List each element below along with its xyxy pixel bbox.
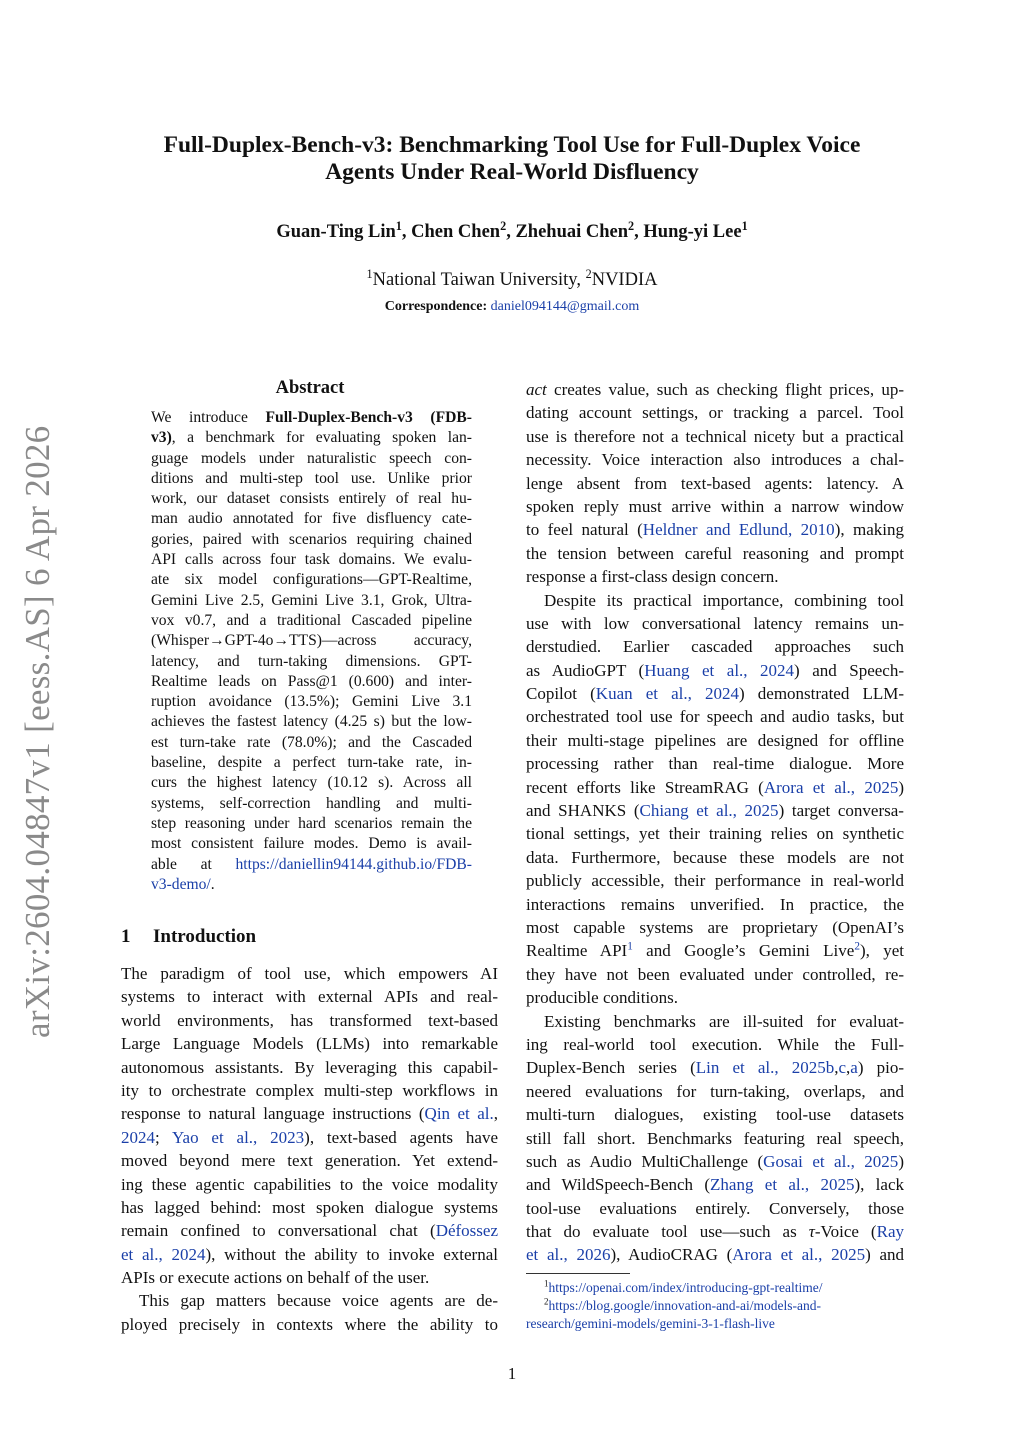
body-line: Copilot (Kuan et al., 2024) demonstrated LLM- bbox=[526, 684, 905, 704]
title-line: Agents Under Real-World Disfluency bbox=[325, 159, 699, 185]
abstract-heading: Abstract bbox=[275, 378, 345, 398]
demo-link[interactable]: v3-demo/ bbox=[151, 875, 211, 893]
body-line: their multi-stage pipelines are designed for offline bbox=[526, 730, 904, 750]
body-line: and WildSpeech-Bench (Zhang et al., 2025), lack bbox=[526, 1175, 904, 1195]
demo-link[interactable]: https://daniellin94144.github.io/FDB- bbox=[235, 855, 472, 873]
body-line: ing these agentic capabilities to the voice modality bbox=[121, 1174, 498, 1194]
body-line: moved beyond mere text generation. Yet extend- bbox=[121, 1151, 498, 1171]
footnote: $^1$https://openai.com/index/introducing-gpt-realtime/ bbox=[544, 1278, 823, 1295]
body-line: such as Audio MultiChallenge (Gosai et al., 2025) bbox=[526, 1151, 904, 1171]
body-line: APIs or execute actions on behalf of the user. bbox=[121, 1268, 430, 1288]
citation-link[interactable]: Arora et al., 2025 bbox=[763, 777, 899, 797]
body-line: remain confined to conversational chat (Défossez bbox=[121, 1221, 498, 1241]
abstract-line: v3), a benchmark for evaluating spoken lan- bbox=[151, 429, 472, 447]
citation-link[interactable]: Défossez bbox=[435, 1221, 498, 1241]
arxiv-identifier-stamp: arXiv:2604.04847v1 [eess.AS] 6 Apr 2026 bbox=[18, 425, 57, 1038]
abstract-line: guage models under naturalistic speech con- bbox=[151, 449, 472, 467]
footnote-link[interactable]: https://openai.com/index/introducing-gpt-realtime/ bbox=[548, 1280, 823, 1295]
body-line: Realtime API$^1$ and Google’s Gemini Live$^2$), yet bbox=[526, 940, 904, 961]
body-line: they have not been evaluated under controlled, re- bbox=[526, 964, 904, 984]
section-title: Introduction bbox=[153, 926, 257, 947]
body-line: recent efforts like StreamRAG (Arora et al., 2025) bbox=[526, 777, 904, 797]
body-line: response to natural language instructions (Qin et al., bbox=[121, 1104, 498, 1124]
body-line: data. Furthermore, because these models are not bbox=[526, 847, 904, 867]
intro-right-column bbox=[526, 378, 904, 1267]
citation-link[interactable]: Yao et al., 2023 bbox=[171, 1127, 305, 1147]
abstract-line: ate six model configurations—GPT-Realtime, bbox=[151, 571, 472, 589]
abstract-line: work, our dataset consists entirely of real hu- bbox=[151, 490, 472, 508]
body-line: processing rather than real-time dialogue. More bbox=[526, 754, 904, 774]
author-list: Guan-Ting Lin$^1$, Chen Chen$^2$, Zhehuai Chen$^2$, Hung-yi Lee$^1$ bbox=[276, 218, 748, 242]
body-line: multi-turn dialogues, existing tool-use datasets bbox=[526, 1105, 904, 1125]
affiliations bbox=[120, 266, 904, 291]
abstract-line: step reasoning under hard scenarios remain the bbox=[151, 814, 472, 832]
author-affiliation-mark: 1 bbox=[395, 218, 402, 233]
body-line: has lagged behind: most spoken dialogue systems bbox=[121, 1197, 498, 1217]
body-line: systems to interact with external APIs and real- bbox=[121, 987, 498, 1007]
author-name: Chen Chen bbox=[411, 222, 501, 242]
body-line: ing real-world tool execution. While the Full- bbox=[526, 1034, 904, 1054]
citation-link[interactable]: c bbox=[838, 1058, 847, 1078]
body-line: to feel natural (Heldner and Edlund, 2010), making bbox=[526, 520, 905, 540]
affiliation-name: NVIDIA bbox=[591, 270, 658, 290]
abstract-line: ruption avoidance (13.5%); Gemini Live 3.1 bbox=[151, 693, 472, 711]
author-affiliation-mark: 2 bbox=[500, 218, 507, 233]
section-number: 1 bbox=[121, 926, 131, 947]
citation-link[interactable]: et al., 2026 bbox=[526, 1245, 611, 1265]
body-line: tool-use evaluations entirely. Conversely, those bbox=[526, 1198, 904, 1218]
footnotes bbox=[526, 1279, 906, 1333]
abstract-line: able at https://daniellin94144.github.io/FDB- bbox=[151, 855, 472, 873]
body-line: et al., 2026), AudioCRAG (Arora et al., 2025) and bbox=[526, 1245, 904, 1265]
body-line: tional settings, yet their training relies on synthetic bbox=[526, 824, 904, 844]
body-line: response a first-class design concern. bbox=[526, 567, 779, 587]
body-line: Large Language Models (LLMs) into remarkable bbox=[121, 1034, 498, 1054]
body-line: use with low conversational latency remains un- bbox=[526, 613, 904, 633]
body-line: derstudied. Earlier cascaded approaches such bbox=[526, 637, 904, 657]
body-line: orchestrated tool use for speech and audio tasks, but bbox=[526, 707, 904, 727]
footnote-link[interactable]: https://blog.google/innovation-and-ai/models-and- bbox=[548, 1298, 822, 1313]
footnote bbox=[526, 1315, 906, 1333]
body-line: dating account settings, or tracking a parcel. Tool bbox=[526, 403, 904, 423]
abstract-line: achieves the fastest latency (4.25 s) but the low- bbox=[151, 713, 472, 731]
abstract-line: most consistent failure modes. Demo is avail- bbox=[151, 835, 472, 853]
author-name: Zhehuai Chen bbox=[515, 222, 629, 242]
citation-link[interactable]: Kuan et al., 2024 bbox=[595, 684, 739, 704]
footnote-divider bbox=[526, 1273, 630, 1274]
abstract-line: API calls across four task domains. We evalu- bbox=[151, 551, 472, 569]
body-line: interactions remains unverified. In practice, the bbox=[526, 894, 904, 914]
citation-link[interactable]: Chiang et al., 2025 bbox=[639, 801, 779, 821]
author-affiliation-mark: 1 bbox=[741, 218, 748, 233]
body-line: autonomous assistants. By leveraging this capabil- bbox=[121, 1057, 498, 1077]
body-line: producible conditions. bbox=[526, 988, 679, 1008]
intro-left-column bbox=[121, 962, 498, 1336]
citation-link[interactable]: Ray bbox=[876, 1222, 904, 1242]
abstract-line: man audio annotated for five disfluency cate- bbox=[151, 510, 472, 528]
body-line: most capable systems are proprietary (OpenAI’s bbox=[526, 917, 904, 937]
affiliation-mark: 1 bbox=[366, 266, 373, 281]
body-line: lenge absent from text-based agents: latency. A bbox=[526, 473, 904, 493]
body-line: necessity. Voice interaction also introduces a chal- bbox=[526, 450, 904, 470]
abstract-line: systems, self-correction handling and multi- bbox=[151, 794, 472, 812]
body-line: still fall short. Benchmarks featuring real speech, bbox=[526, 1128, 904, 1148]
citation-link[interactable]: a bbox=[850, 1058, 858, 1078]
citation-link[interactable]: Qin et al. bbox=[424, 1104, 494, 1124]
correspondence bbox=[120, 299, 904, 315]
section-heading bbox=[121, 926, 256, 948]
body-line: neered evaluations for turn-taking, overlaps, and bbox=[526, 1081, 904, 1101]
title-line: Full-Duplex-Bench-v3: Benchmarking Tool Use for Full-Duplex Voice bbox=[163, 132, 861, 158]
abstract-line: latency, and turn-taking dimensions. GPT- bbox=[151, 652, 472, 670]
body-line: 2024; Yao et al., 2023), text-based agents have bbox=[121, 1127, 498, 1147]
citation-link[interactable]: et al., 2024 bbox=[121, 1244, 206, 1264]
abstract-line: We introduce Full-Duplex-Bench-v3 (FDB- bbox=[151, 409, 472, 426]
body-line: et al., 2024), without the ability to invoke external bbox=[121, 1244, 498, 1264]
abstract-body bbox=[151, 408, 472, 895]
body-line: world environments, has transformed text-based bbox=[121, 1010, 498, 1030]
author-affiliation-mark: 2 bbox=[628, 218, 635, 233]
body-line: The paradigm of tool use, which empowers AI bbox=[121, 964, 498, 983]
paper-title bbox=[120, 132, 904, 186]
abstract-line: baseline, despite a perfect turn-take rate, in- bbox=[151, 754, 472, 772]
citation-link[interactable]: Lin et al., 2025b bbox=[695, 1058, 835, 1078]
citation-link[interactable]: Huang et al., 2024 bbox=[644, 660, 795, 680]
body-line: ity to orchestrate complex multi-step workflows in bbox=[121, 1080, 498, 1100]
abstract-line: v3-demo/. bbox=[151, 875, 215, 893]
body-line: Duplex-Bench series (Lin et al., 2025b,c,a) pio- bbox=[526, 1058, 904, 1078]
citation-link[interactable]: Gosai et al., 2025 bbox=[763, 1151, 899, 1171]
body-line: and SHANKS (Chiang et al., 2025) target conversa- bbox=[526, 801, 904, 821]
author-name: Hung-yi Lee bbox=[643, 222, 742, 242]
body-line: Existing benchmarks are ill-suited for evaluat- bbox=[544, 1011, 904, 1031]
citation-link[interactable]: Arora et al., 2025 bbox=[732, 1245, 866, 1265]
citation-link[interactable]: Heldner and Edlund, 2010 bbox=[642, 520, 835, 540]
body-line: that do evaluate tool use—such as τ-Voice (Ray bbox=[526, 1222, 904, 1242]
page-number: 1 bbox=[507, 1364, 517, 1383]
citation-link[interactable]: Zhang et al., 2025 bbox=[710, 1175, 855, 1195]
body-line: use is therefore not a technical nicety but a practical bbox=[526, 426, 904, 446]
body-line: the tension between careful reasoning and prompt bbox=[526, 543, 904, 563]
footnote: $^2$https://blog.google/innovation-and-ai/models-and- bbox=[544, 1296, 822, 1313]
abstract-line: curs the highest latency (10.12 s). Across all bbox=[151, 774, 472, 792]
footnote-mark[interactable]: 2 bbox=[854, 940, 860, 953]
abstract-line: (Whisper→GPT-4o→TTS)—across accuracy, bbox=[151, 632, 472, 650]
abstract-line: ditions and multi-step tool use. Unlike prior bbox=[151, 469, 472, 487]
body-line: act creates value, such as checking flight prices, up- bbox=[526, 380, 904, 399]
body-line: ployed precisely in contexts where the ability to bbox=[121, 1314, 498, 1334]
citation-link[interactable]: 2024 bbox=[121, 1127, 155, 1147]
abstract-line: Realtime leads on Pass@1 (0.600) and inter- bbox=[151, 672, 472, 690]
body-line: as AudioGPT (Huang et al., 2024) and Speech- bbox=[526, 660, 904, 680]
abstract-line: gories, paired with scenarios requiring chained bbox=[151, 530, 472, 548]
abstract-line: vox v0.7, and a traditional Cascaded pipeline bbox=[151, 611, 472, 629]
body-line: publicly accessible, their performance in real-world bbox=[526, 871, 904, 891]
abstract-line: Gemini Live 2.5, Gemini Live 3.1, Grok, Ultra- bbox=[151, 591, 472, 609]
body-line: Despite its practical importance, combining tool bbox=[544, 590, 904, 610]
body-line: This gap matters because voice agents are de- bbox=[139, 1291, 498, 1311]
correspondence-label: Correspondence: bbox=[384, 299, 488, 314]
footnote-link[interactable]: research/gemini-models/gemini-3-1-flash-live bbox=[526, 1316, 775, 1331]
author-name: Guan-Ting Lin bbox=[276, 222, 396, 242]
correspondence-email-link[interactable]: daniel094144@gmail.com bbox=[490, 299, 640, 314]
affiliation-name: National Taiwan University, bbox=[372, 270, 586, 290]
body-line: spoken reply must arrive within a narrow window bbox=[526, 496, 904, 516]
footnote-mark[interactable]: 1 bbox=[627, 940, 633, 953]
affiliation-mark: 2 bbox=[585, 266, 592, 281]
abstract-line: est turn-take rate (78.0%); and the Cascaded bbox=[151, 733, 472, 751]
